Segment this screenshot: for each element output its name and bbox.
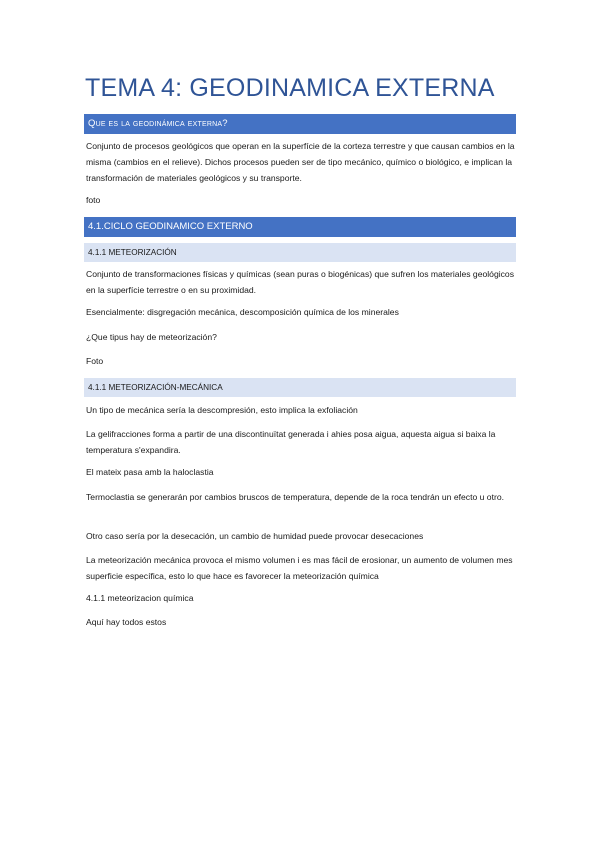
paragraph-desiccation: Otro caso sería por la desecación, un cambio de humidad puede provocar desecaciones bbox=[86, 531, 424, 541]
subheading-weathering: 4.1.1 METEORIZACIÓN bbox=[84, 243, 516, 262]
document-title: TEMA 4: GEODINAMICA EXTERNA bbox=[85, 74, 495, 102]
paragraph-thermoclasty: Termoclastia se generarán por cambios bruscos de temperatura, depende de la roca tendrán un efecto u otro. bbox=[86, 492, 504, 502]
paragraph-weathering-definition: Conjunto de transformaciones físicas y químicas (sean puras o biogénicas) que sufren los materiales geológicos en la superfície terrestre o en su proximidad. bbox=[86, 269, 515, 295]
paragraph-chemical-weathering-heading: 4.1.1 meteorizacion química bbox=[86, 593, 194, 603]
paragraph-question-types: ¿Que tipus hay de meteorización? bbox=[86, 332, 217, 342]
heading-what-is-external-geodynamics: Que es la geodinámica externa? bbox=[84, 114, 516, 134]
paragraph-mechanical-summary: La meteorización mecánica provoca el mismo volumen i es mas fácil de erosionar, un aumento de volumen mes superficie específica, esto lo que hace es favorecer la meteorización química bbox=[86, 555, 513, 581]
paragraph-essentially: Esencialmente: disgregación mecánica, descomposición química de los minerales bbox=[86, 307, 399, 317]
paragraph-haloclasty: El mateix pasa amb la haloclastia bbox=[86, 467, 214, 477]
paragraph-decompression: Un tipo de mecánica sería la descompresión, esto implica la exfoliación bbox=[86, 405, 358, 415]
paragraph-photo-placeholder-2: Foto bbox=[86, 356, 104, 366]
paragraph-photo-placeholder: foto bbox=[86, 195, 101, 205]
subheading-mechanical-weathering: 4.1.1 METEORIZACIÓN-MECÁNICA bbox=[84, 378, 516, 397]
paragraph-all-these: Aquí hay todos estos bbox=[86, 617, 167, 627]
paragraph-gelifraction: La gelifracciones forma a partir de una discontinuïtat generada i ahies posa aigua, aquesta aigua si baixa la temperatura s'expandira. bbox=[86, 429, 496, 455]
heading-external-geodynamic-cycle: 4.1.CICLO GEODINAMICO EXTERNO bbox=[84, 217, 516, 237]
paragraph-definition: Conjunto de procesos geológicos que operan en la superfície de la corteza terrestre y que causan cambios en la misma (cambios en el relieve). Dichos procesos pueden ser de tipo mecánico, químico o biológico, e implican la transformación de materiales geológicos y su transporte. bbox=[86, 141, 515, 183]
